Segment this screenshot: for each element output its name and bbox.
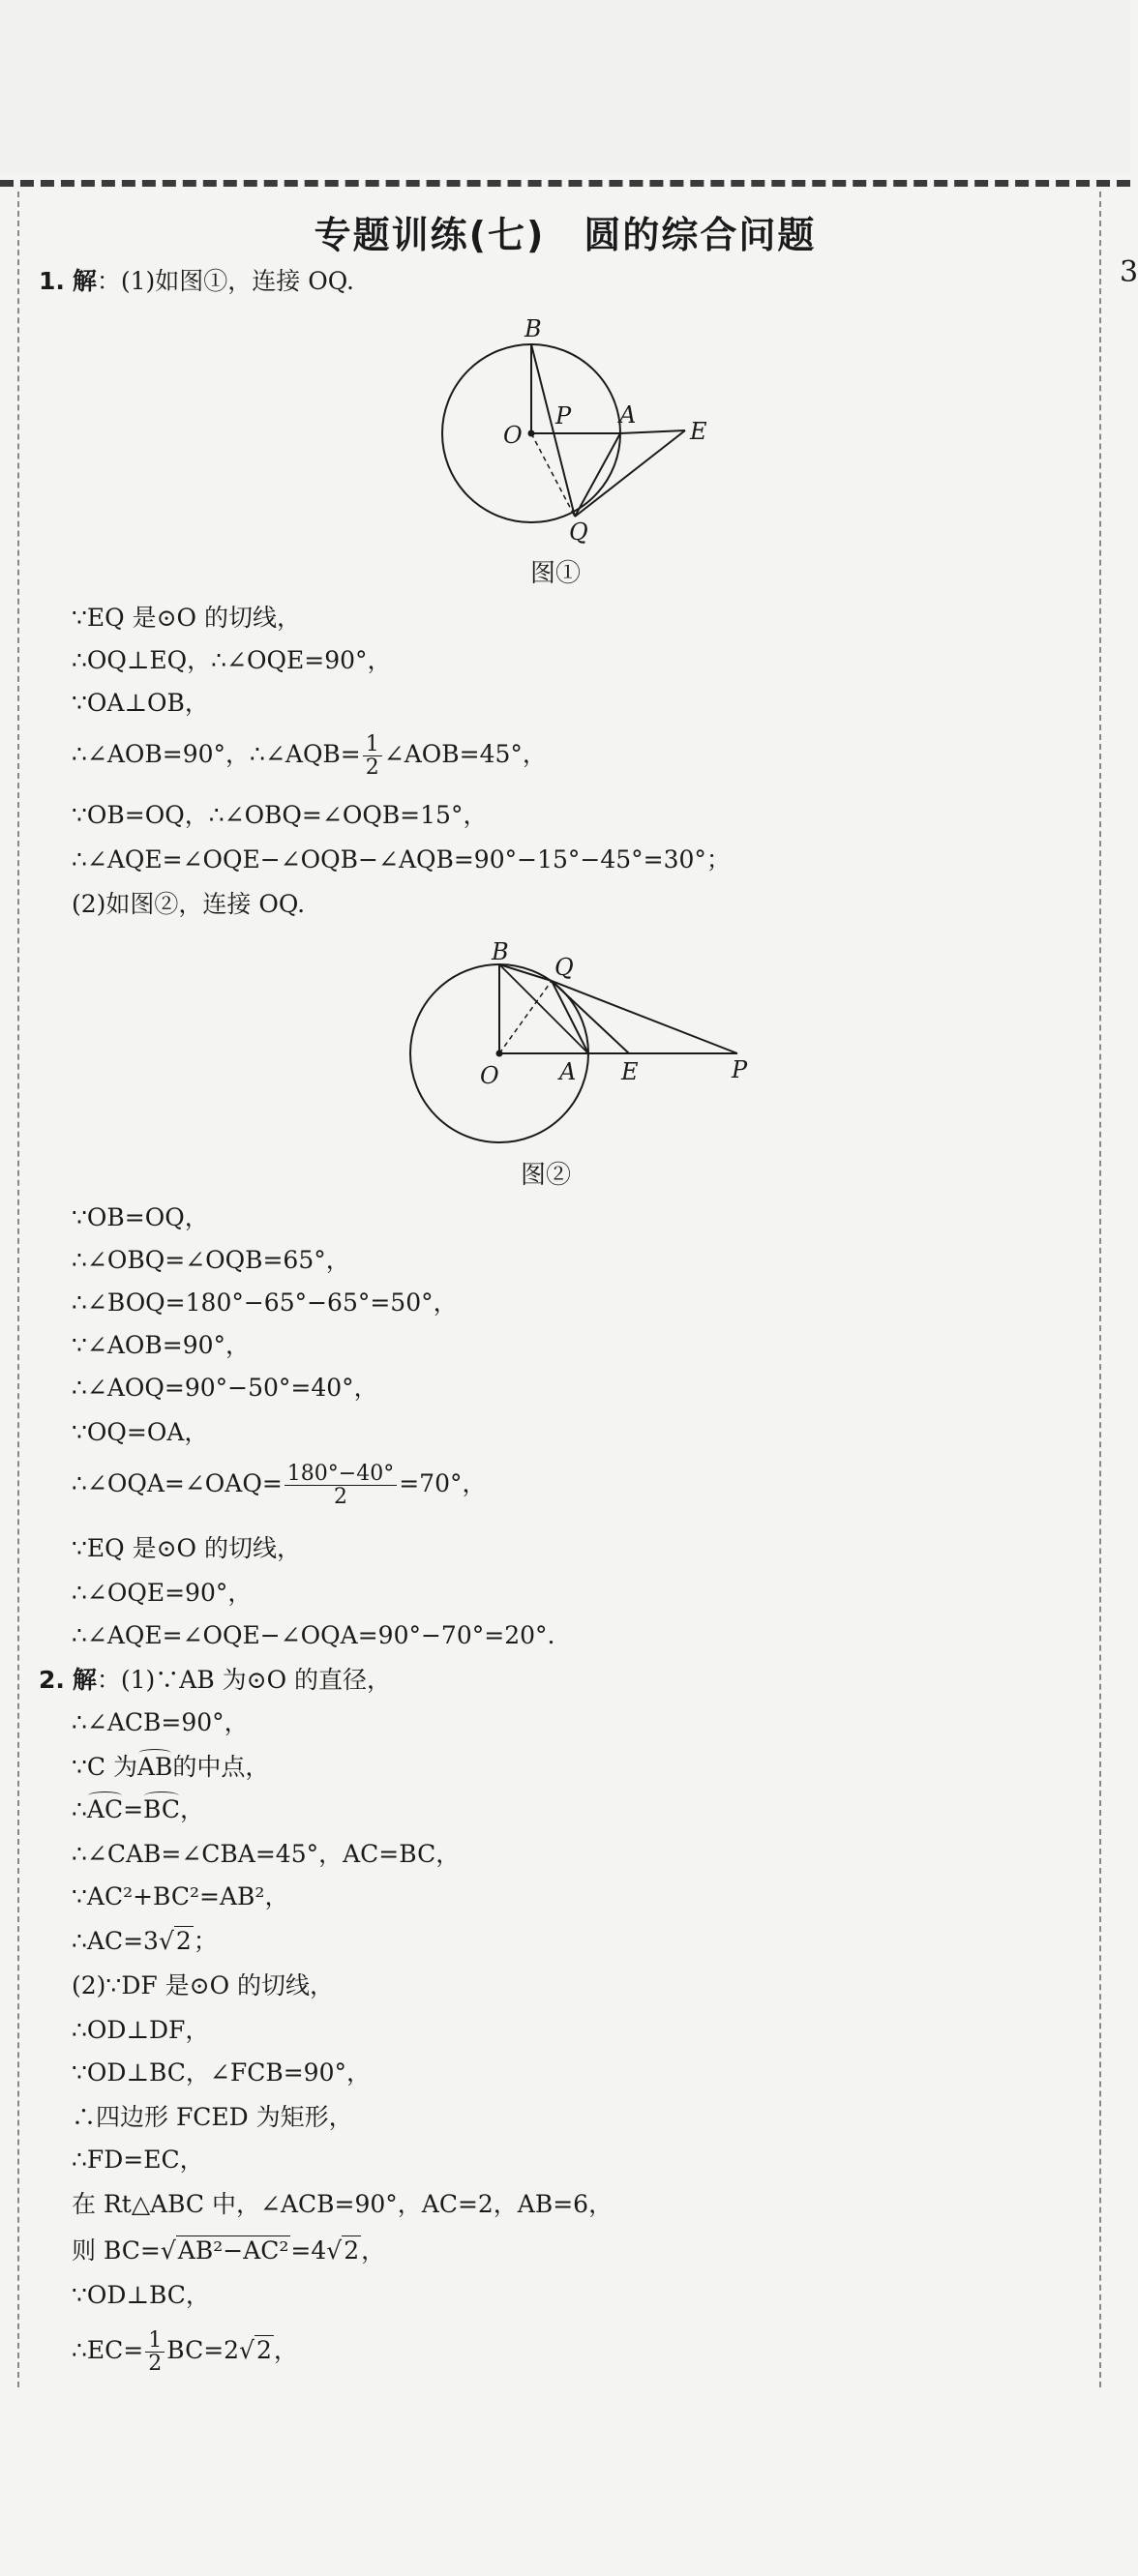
- p1-line-7: ∴∠AQE=∠OQE−∠OQB−∠AQB=90°−15°−45°=30°；: [72, 845, 731, 873]
- fig1-point-o: [528, 430, 535, 437]
- fig2-label-q: Q: [554, 954, 574, 981]
- p2-line-14: [72, 2238, 385, 2263]
- p1-line-15-a: ∴∠OQA=∠OAQ=: [72, 1469, 283, 1498]
- sqrt-radicand-2: 2: [344, 2236, 360, 2265]
- p2-line-4-a: ∴: [72, 1795, 87, 1823]
- fig2-caption: 图②: [521, 1161, 572, 1190]
- fig1-label-p: P: [555, 402, 572, 429]
- p2-line-4: [72, 1797, 204, 1821]
- top-dashed-border: [0, 180, 1130, 187]
- fig1-segment-ae: [620, 430, 685, 433]
- p1-line-17: ∴∠OQE=90°，: [72, 1579, 253, 1607]
- frac-numerator: 1: [363, 733, 382, 756]
- frac-denominator: 2: [334, 1485, 347, 1510]
- frac-denominator: 2: [148, 2352, 163, 2377]
- fig2-label-b: B: [492, 938, 509, 965]
- fraction-angle: [284, 1463, 397, 1508]
- p2-line-2: ∴∠ACB=90°，: [72, 1708, 249, 1736]
- fig2-label-e: E: [621, 1058, 639, 1085]
- blank-header-area: [0, 0, 1130, 174]
- fig1-label-a: A: [619, 401, 637, 429]
- p2-line-3-b: 的中点，: [172, 1753, 270, 1781]
- fig2-segment-qe: [552, 981, 629, 1053]
- p2-line-7-b: ；: [193, 1927, 218, 1955]
- fraction-half: [145, 2329, 165, 2375]
- sqrt-radicand: 2: [175, 1927, 192, 1955]
- p2-line-6: ∵AC²+BC²=AB²，: [72, 1882, 289, 1910]
- arc-bc: BC: [143, 1795, 181, 1823]
- right-margin-line: [1099, 192, 1101, 2387]
- p1-line-5-a: ∴∠AOB=90°，∴∠AQB=: [72, 740, 361, 769]
- p1-line-13: ∴∠AOQ=90°−50°=40°，: [72, 1374, 378, 1402]
- p2-line-4-b: ，: [180, 1795, 205, 1823]
- p1-line-9: ∵OB=OQ，: [72, 1203, 209, 1231]
- p2-line-3-a: ∵C 为: [72, 1753, 137, 1781]
- p1-line-5: [72, 733, 547, 779]
- p1-jie: 解: [72, 267, 97, 295]
- p1-number: 1.: [39, 267, 65, 295]
- figure-2: [397, 936, 764, 1159]
- fig1-label-q: Q: [569, 518, 588, 546]
- fig2-label-o: O: [480, 1062, 499, 1089]
- fig1-caption: 图①: [530, 559, 582, 588]
- p1-line-15: [72, 1463, 486, 1508]
- p2-line-7-a: ∴AC=3√: [72, 1927, 174, 1955]
- p1-line-3: ∴OQ⊥EQ，∴∠OQE=90°，: [72, 646, 392, 674]
- page-title: 专题训练(七) 圆的综合问题: [314, 214, 817, 256]
- p2-line-14-b: =4√: [290, 2236, 343, 2265]
- p1-line-10: ∴∠OBQ=∠OQB=65°，: [72, 1246, 350, 1274]
- fig1-label-o: O: [503, 422, 523, 449]
- p2-line-14-c: ，: [361, 2236, 386, 2265]
- p2-line-5: ∴∠CAB=∠CBA=45°，AC=BC，: [72, 1840, 461, 1868]
- fig1-segment-bq: [531, 344, 575, 517]
- fraction-half: [363, 733, 382, 779]
- p1-text: ：(1)如图①，连接 OQ.: [96, 267, 354, 295]
- p2-line-14-a: 则 BC=√: [72, 2236, 176, 2265]
- p1-line-16: ∵EQ 是⊙O 的切线，: [72, 1534, 301, 1562]
- p1-line-14: ∵OQ=OA，: [72, 1418, 209, 1446]
- fig1-segment-qe: [575, 430, 685, 517]
- p2-line-16-a: ∴EC=: [72, 2336, 144, 2365]
- p2-line-16-b: BC=2√: [166, 2336, 255, 2365]
- p1-line-6: ∵OB=OQ，∴∠OBQ=∠OQB=15°，: [72, 801, 488, 829]
- arc-ac: AC: [86, 1795, 124, 1823]
- fig1-label-b: B: [524, 315, 542, 342]
- arc-ab: AB: [136, 1753, 173, 1781]
- p2-text: ：(1)∵AB 为⊙O 的直径，: [96, 1666, 392, 1694]
- frac-denominator: 2: [365, 755, 379, 781]
- fig2-label-a: A: [559, 1058, 577, 1085]
- p2-number: 2.: [39, 1666, 65, 1694]
- p1-line-18: ∴∠AQE=∠OQE−∠OQA=90°−70°=20°.: [72, 1621, 555, 1649]
- p2-line-10: ∵OD⊥BC，∠FCB=90°，: [72, 2058, 371, 2087]
- p1-line-2: ∵EQ 是⊙O 的切线，: [72, 604, 301, 632]
- sqrt-radicand: 2: [255, 2336, 272, 2365]
- p2-line-9: ∴OD⊥DF，: [72, 2016, 210, 2044]
- fig2-point-o: [496, 1051, 503, 1057]
- p2-line-4-eq: =: [123, 1795, 144, 1823]
- p1-line-4: ∵OA⊥OB，: [72, 689, 209, 717]
- p2-line-16-c: ，: [273, 2336, 298, 2365]
- p1-line-15-b: =70°，: [399, 1469, 487, 1498]
- p2-line-1: [39, 1668, 391, 1692]
- frac-numerator: 1: [145, 2329, 165, 2353]
- p2-line-12: ∴FD=EC，: [72, 2146, 204, 2174]
- fig2-segment-qa: [552, 981, 588, 1053]
- p2-line-13: 在 Rt△ABC 中，∠ACB=90°，AC=2，AB=6，: [72, 2190, 614, 2218]
- left-margin-line: [17, 192, 19, 2387]
- p1-line-5-b: ∠AOB=45°，: [383, 740, 547, 769]
- p1-line-12: ∵∠AOB=90°，: [72, 1331, 251, 1359]
- p2-jie: 解: [72, 1666, 97, 1694]
- p2-line-16: [72, 2329, 298, 2375]
- p1-line-8: (2)如图②，连接 OQ.: [72, 890, 306, 918]
- fig1-label-e: E: [690, 418, 707, 445]
- frac-numerator: 180°−40°: [284, 1463, 397, 1486]
- sqrt-radicand: AB²−AC²: [177, 2236, 289, 2265]
- p2-line-7: [72, 1929, 218, 1953]
- fig2-segment-qp: [552, 981, 737, 1053]
- p2-line-11: ∴四边形 FCED 为矩形，: [72, 2103, 353, 2131]
- next-column-digit: 3: [1120, 255, 1138, 289]
- p1-line-11: ∴∠BOQ=180°−65°−65°=50°，: [72, 1288, 458, 1317]
- figure-1: [426, 310, 735, 546]
- p2-line-15: ∵OD⊥BC，: [72, 2281, 210, 2309]
- p2-line-8: (2)∵DF 是⊙O 的切线，: [72, 1971, 335, 1999]
- p2-line-3: [72, 1755, 269, 1779]
- fig1-segment-oq-dashed: [531, 433, 575, 517]
- fig2-label-p: P: [732, 1056, 748, 1083]
- p1-line-1: [39, 269, 354, 293]
- fig1-segment-aq: [575, 433, 620, 517]
